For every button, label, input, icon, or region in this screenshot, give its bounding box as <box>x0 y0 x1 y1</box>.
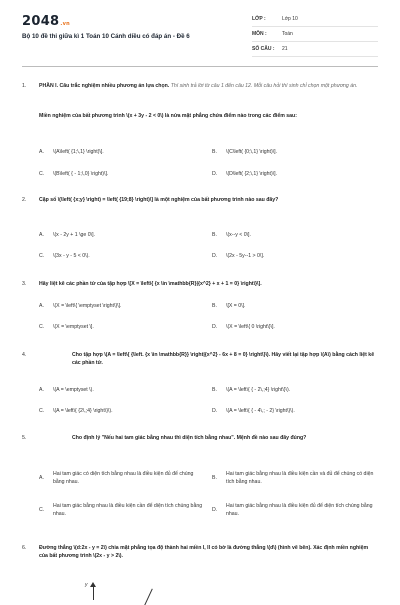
option-a[interactable] <box>39 148 204 156</box>
question-5 <box>22 434 378 528</box>
option-text: \(B\left( { - 1;\,0} \right)\]. <box>53 171 109 177</box>
option-letter: A. <box>39 475 44 481</box>
question-number: 4. <box>22 352 27 358</box>
option-text: \(2x - 5y--1 > 0\]. <box>226 253 265 259</box>
question-6 <box>22 544 378 574</box>
info-row-subject <box>252 27 378 42</box>
option-text: \(X = \left\{ 0 \right\}\]. <box>226 324 275 330</box>
option-letter: B. <box>212 232 217 238</box>
option-a[interactable] <box>39 470 204 486</box>
question-3 <box>22 280 378 340</box>
option-a[interactable] <box>39 302 204 310</box>
option-a[interactable] <box>39 231 204 239</box>
option-text: Hai tam giác bằng nhau là điều kiện cần và đủ để chúng có diện tích bằng nhau. <box>226 471 374 485</box>
question-1 <box>22 82 378 177</box>
option-b[interactable] <box>212 231 377 239</box>
question-number: 5. <box>22 435 27 441</box>
option-letter: A. <box>39 303 44 309</box>
option-d[interactable] <box>212 502 377 518</box>
option-c[interactable] <box>39 252 204 260</box>
info-key: MÔN : <box>252 31 267 37</box>
question-text: Cho tập hợp \(A = \left\{ {\left. {x \in \mathbb{R}} \right|{x^2} - 6x + 8 = 0} \right\}\). Hãy viết lại tập hợp \(A\) bằng cách liệt kê các phần tử. <box>72 352 375 366</box>
question-number: 3. <box>22 281 27 287</box>
site-logo[interactable] <box>22 14 70 29</box>
line-d <box>144 589 153 605</box>
question-text: Cặp số \(\left( {x;y} \right) = \left( {19;8} \right)\] là một nghiệm của bất phương trình nào sau đây? <box>39 197 279 203</box>
question-text: Hãy liệt kê các phần tử của tập hợp \[X = \left\{ {x \in \mathbb{R}|{x^2} + x + 1 = 0} \right\}\]. <box>39 281 262 287</box>
question-number: 2. <box>22 197 27 203</box>
exam-info-table <box>252 12 378 57</box>
exam-title: Bộ 10 đề thi giữa kì 1 Toán 10 Cánh diều có đáp án - Đề 6 <box>22 33 190 40</box>
info-key: LỚP : <box>252 16 266 22</box>
option-c[interactable] <box>39 407 204 415</box>
info-value: 21 <box>282 46 288 52</box>
question-4 <box>22 351 378 421</box>
option-c[interactable] <box>39 323 204 331</box>
option-text: \(x - 2y + 1 \ge 0\]. <box>53 232 95 238</box>
info-value: Lớp 10 <box>282 16 298 22</box>
option-letter: A. <box>39 387 44 393</box>
option-d[interactable] <box>212 170 377 178</box>
option-letter: B. <box>212 387 217 393</box>
option-text: \(A = \left\{ { - 4\,; - 2} \right\}\). <box>226 408 295 414</box>
option-letter: C. <box>39 171 45 177</box>
option-b[interactable] <box>212 148 377 156</box>
option-letter: B. <box>212 149 217 155</box>
info-value: Toán <box>282 31 293 37</box>
logo-text: 2048 <box>22 14 60 29</box>
option-text: Hai tam giác bằng nhau là điều kiện đủ để diện tích chúng bằng nhau. <box>226 503 373 517</box>
option-d[interactable] <box>212 323 377 331</box>
option-text: \(A = \left\{ {2\,;4} \right\}\). <box>53 408 113 414</box>
info-key: SỐ CÂU : <box>252 46 275 52</box>
question-text <box>39 82 378 90</box>
question-text: Cho định lý "Nếu hai tam giác bằng nhau thì diện tích bằng nhau". Mệnh đề nào sau đây đúng? <box>72 435 307 441</box>
instruction-text: Thí sinh trả lời từ câu 1 đến câu 12. Mỗi câu hỏi thí sinh chỉ chọn một phương án. <box>170 83 358 89</box>
option-letter: B. <box>212 475 217 481</box>
option-c[interactable] <box>39 502 204 518</box>
part-heading: PHẦN I. Câu trắc nghiệm nhiều phương án lựa chọn. <box>39 83 170 89</box>
question-number: 6. <box>22 545 27 551</box>
option-text: \(x--y < 0\]. <box>226 232 251 238</box>
option-text: \(A = \emptyset \). <box>53 387 94 393</box>
question-text: Đường thẳng \(d:2x - y = 2\) chia mặt phẳng tọa độ thành hai miền I, II có bờ là đường thẳng \(d\) (hình vẽ bên). Xác định miền nghiệm của bất phương trình \(2x - y > 2\). <box>39 545 369 559</box>
option-b[interactable] <box>212 302 377 310</box>
option-text: \(A = \left\{ { - 2\,;4} \right\}\). <box>226 387 291 393</box>
option-text: \(A\left( {1;\,1} \right)\]. <box>53 149 104 155</box>
option-letter: D. <box>212 171 218 177</box>
question-number: 1. <box>22 83 27 89</box>
option-a[interactable] <box>39 386 204 394</box>
info-row-count <box>252 42 378 57</box>
logo-domain: .vn <box>60 21 71 27</box>
option-letter: D. <box>212 253 218 259</box>
question-2 <box>22 196 378 266</box>
option-letter: D. <box>212 324 218 330</box>
option-text: \(X = \emptyset \]. <box>53 324 94 330</box>
option-text: \(D\left( {2;\,1} \right)\]. <box>226 171 278 177</box>
option-text: \[X = 0\]. <box>226 303 246 309</box>
option-d[interactable] <box>212 252 377 260</box>
option-b[interactable] <box>212 386 377 394</box>
option-letter: B. <box>212 303 217 309</box>
option-text: Hai tam giác bằng nhau là điều kiện cần để diện tích chúng bằng nhau. <box>53 503 203 517</box>
info-row-class <box>252 12 378 27</box>
option-letter: C. <box>39 324 45 330</box>
header-divider <box>22 66 378 67</box>
option-letter: C. <box>39 507 45 513</box>
option-b[interactable] <box>212 470 377 486</box>
option-text: Hai tam giác có diện tích bằng nhau là điều kiện đủ để chúng bằng nhau. <box>53 471 194 485</box>
option-text: \(X = \left\{ \emptyset \right\}\]. <box>53 303 122 309</box>
y-axis-label: y <box>85 582 88 588</box>
option-letter: A. <box>39 149 44 155</box>
option-letter: C. <box>39 408 45 414</box>
option-text: \(C\left( {0;\,1} \right)\]. <box>226 149 278 155</box>
option-d[interactable] <box>212 407 377 415</box>
question-prompt: Miền nghiệm của bất phương trình \(x + 3y - 2 < 0\) là nửa mặt phẳng chứa điểm nào trong các điểm sau: <box>39 113 297 119</box>
option-text: \(3x - y - 5 < 0\). <box>53 253 90 259</box>
option-letter: A. <box>39 232 44 238</box>
option-letter: D. <box>212 507 218 513</box>
option-c[interactable] <box>39 170 204 178</box>
option-letter: D. <box>212 408 218 414</box>
y-axis <box>93 586 94 600</box>
option-letter: C. <box>39 253 45 259</box>
